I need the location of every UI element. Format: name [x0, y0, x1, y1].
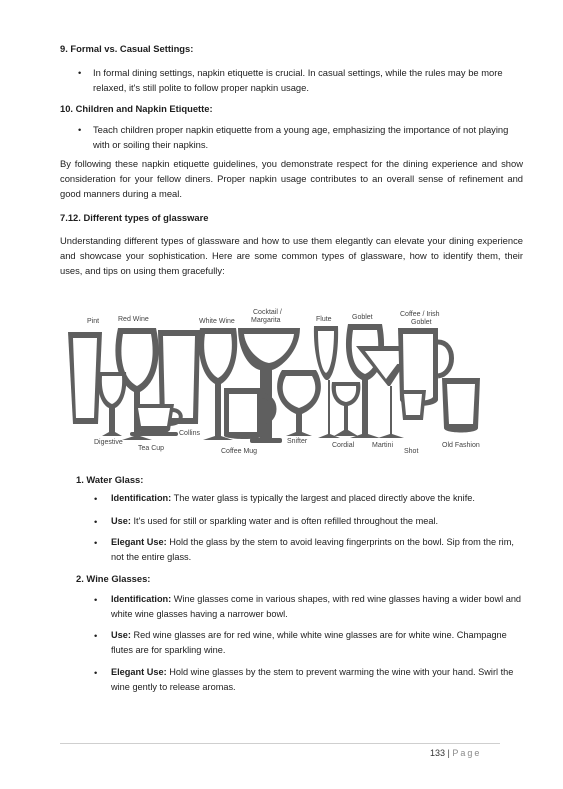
glassware-intro: Understanding different types of glassware and how to use them elegantly can elevate your dining experience and showcase your sophistication. Here are some common types of glassware, how to identify them, their uses, and tips on using them gracefully: — [60, 235, 523, 276]
wine-use: Use: Red wine glasses are for red wine, while white wine glasses are for white wine. Champagne flutes are for sparkling wine. — [111, 630, 507, 655]
conclusion-paragraph: By following these napkin etiquette guidelines, you demonstrate respect for the dining experience and show consideration for your fellow diners. Proper napkin usage contributes to an overall sense of refinement and good manners during a meal. — [60, 158, 523, 199]
label-coffee-irish-goblet: Goblet — [411, 319, 432, 326]
old-fashion-glass-icon — [442, 378, 480, 433]
page-word: Page — [452, 748, 482, 758]
label-coffee-irish: Coffee / Irish — [400, 311, 440, 318]
bullet-dot: • — [94, 516, 98, 527]
section-10-heading: 10. Children and Napkin Etiquette: — [60, 103, 213, 114]
cordial-glass-icon — [332, 382, 361, 436]
water-identification: Identification: The water glass is typically the largest and placed directly above the knife. — [111, 493, 475, 503]
label-flute: Flute — [316, 316, 332, 323]
bullet-dot: • — [94, 493, 98, 504]
bullet-dot: • — [94, 594, 98, 605]
section-9-heading: 9. Formal vs. Casual Settings: — [60, 43, 194, 54]
bullet-dot: • — [94, 667, 98, 678]
label-red-wine: Red Wine — [118, 316, 149, 323]
footer-divider — [60, 743, 500, 744]
label-martini: Martini — [372, 442, 394, 449]
wine-elegant-use: Elegant Use: Hold wine glasses by the stem to prevent warming the wine with your hand. Swirl the wine gently to release aromas. — [111, 667, 514, 692]
snifter-glass-icon — [277, 370, 321, 436]
label-goblet: Goblet — [352, 314, 373, 321]
label-coffee-mug: Coffee Mug — [221, 448, 258, 455]
wine-glasses-heading: 2. Wine Glasses: — [76, 573, 151, 584]
page-number: 133 — [430, 748, 446, 758]
water-use: Use: It's used for still or sparkling water and is often refilled throughout the meal. — [111, 516, 439, 526]
label-shot: Shot — [404, 448, 419, 455]
label-cocktail: Cocktail / — [253, 309, 282, 316]
section-9-bullet: In formal dining settings, napkin etiquette is crucial. In casual settings, while the rules may be more relaxed, it's still polite to follow proper napkin usage. — [93, 67, 503, 93]
glassware-heading: 7.12. Different types of glassware — [60, 212, 209, 223]
water-glass-heading: 1. Water Glass: — [76, 474, 144, 485]
label-snifter: Snifter — [287, 438, 308, 445]
footer-separator: | — [447, 748, 450, 758]
bullet-dot: • — [78, 124, 82, 135]
label-margarita: Margarita — [251, 317, 281, 324]
bullet-dot: • — [78, 67, 82, 78]
bullet-dot: • — [94, 630, 98, 641]
label-cordial: Cordial — [332, 442, 355, 449]
pint-glass-icon — [68, 332, 102, 424]
label-pint: Pint — [87, 318, 100, 325]
goblet-glass-icon — [346, 324, 384, 438]
label-digestive: Digestive — [94, 439, 123, 446]
page-footer — [430, 748, 481, 758]
digestive-glass-icon — [98, 372, 127, 436]
label-white-wine: White Wine — [199, 318, 235, 325]
label-tea-cup: Tea Cup — [138, 445, 165, 452]
label-old-fashion: Old Fashion — [442, 442, 480, 449]
glassware-illustration — [60, 300, 495, 465]
water-elegant-use: Elegant Use: Hold the glass by the stem to avoid leaving fingerprints on the bowl. Sip from the rim, not the entire glass. — [111, 537, 514, 562]
shot-glass-icon — [400, 390, 426, 420]
section-10-bullet: Teach children proper napkin etiquette from a young age, emphasizing the importance of not playing with or soiling their napkins. — [93, 124, 509, 150]
bullet-dot: • — [94, 537, 98, 548]
label-collins: Collins — [179, 430, 201, 437]
wine-identification: Identification: Wine glasses come in various shapes, with red wine glasses having a wider bowl and white wine glasses having a narrower bowl. — [111, 594, 522, 619]
